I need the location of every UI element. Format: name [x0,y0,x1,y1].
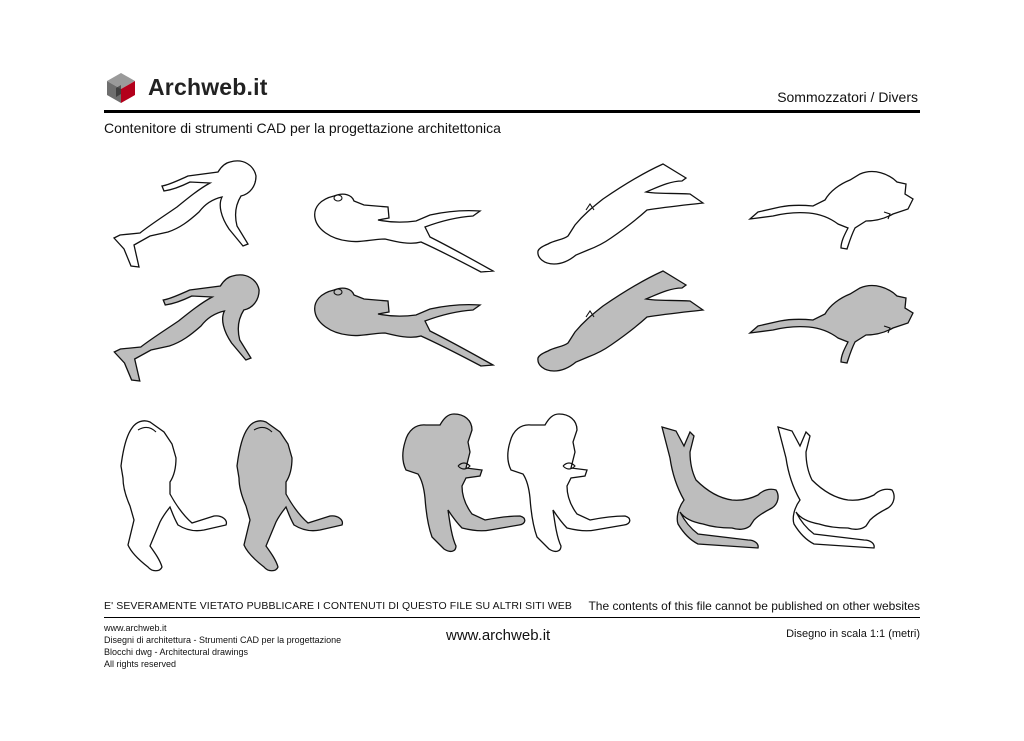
diver-block-1-outline [114,161,256,267]
footer-line: www.archweb.it [104,623,167,633]
footer-line: All rights reserved [104,659,177,669]
footer-info [104,622,341,670]
footer-divider [104,617,920,618]
diver-block-1-filled [114,275,259,381]
copyright-notice-en: The contents of this file cannot be published on other websites [588,599,920,613]
brand-name: Archweb.it [148,74,268,100]
page-title: Sommozzatori / Divers [777,89,918,105]
footer-line: Blocchi dwg - Architectural drawings [104,647,249,657]
copyright-notice-it: E' SEVERAMENTE VIETATO PUBBLICARE I CONTENUTI DI QUESTO FILE SU ALTRI SITI WEB [104,600,572,612]
diver-block-3-outline [538,164,703,264]
footer-line: Disegni di architettura - Strumenti CAD per la progettazione [104,635,342,645]
diver-block-5-filled [237,421,342,571]
drawing-scale: Disegno in scala 1:1 (metri) [786,628,920,640]
diver-block-7-filled [662,427,778,548]
diver-block-2-filled [315,288,493,366]
diver-block-2-outline [315,194,493,272]
diver-block-6-filled [403,414,525,551]
diver-block-7-outline [778,427,894,548]
diver-block-5-outline [121,421,226,571]
diver-block-4-outline [750,172,913,249]
diver-block-3-filled [538,271,703,371]
page-subtitle: Contenitore di strumenti CAD per la progettazione architettonica [104,120,501,136]
diver-block-4-filled [750,286,913,363]
diver-block-6-outline [508,414,630,551]
footer-website: www.archweb.it [446,627,551,644]
